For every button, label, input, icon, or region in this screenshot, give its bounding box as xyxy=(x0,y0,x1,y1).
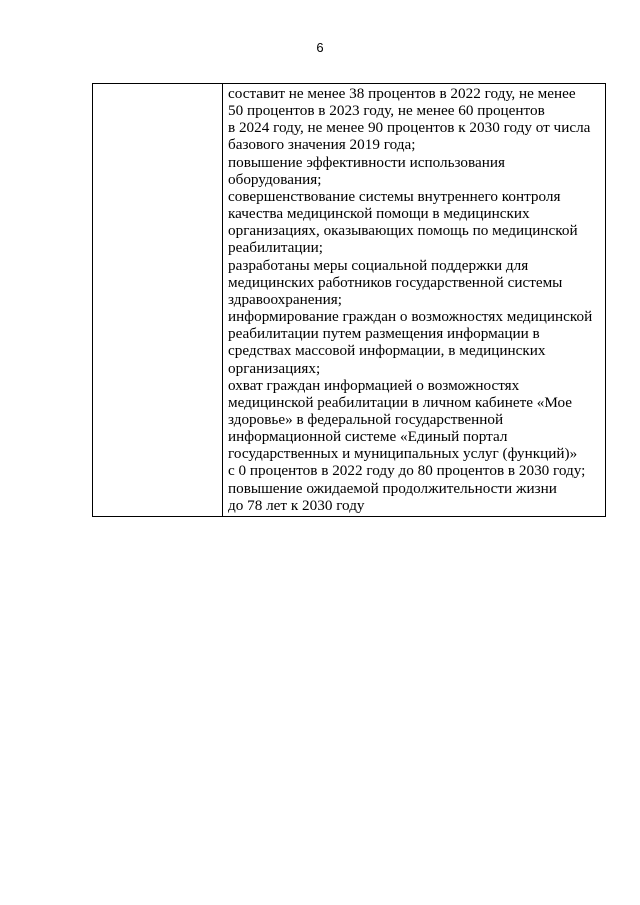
text-line: охват граждан информацией о возможностях xyxy=(228,376,520,394)
table-cell-left xyxy=(93,84,223,517)
text-line: организациях, оказывающих помощь по медицинской xyxy=(228,222,578,240)
table-row xyxy=(93,84,606,517)
content-table xyxy=(92,83,606,517)
text-line: повышение ожидаемой продолжительности жизни xyxy=(228,479,557,497)
text-line: с 0 процентов в 2022 году до 80 процентов в 2030 году; xyxy=(228,462,586,480)
table-cell-right xyxy=(223,84,606,517)
text-line: реабилитации; xyxy=(228,239,323,257)
text-line: до 78 лет к 2030 году xyxy=(228,496,365,514)
text-line: повышение эффективности использования xyxy=(228,153,505,171)
text-line: разработаны меры социальной поддержки для xyxy=(228,256,529,274)
text-line: оборудования; xyxy=(228,170,322,188)
text-line: составит не менее 38 процентов в 2022 году, не менее xyxy=(228,85,576,102)
text-line: информирование граждан о возможностях медицинской xyxy=(228,308,593,326)
text-line: реабилитации путем размещения информации в xyxy=(228,325,540,343)
text-line: медицинских работников государственной системы xyxy=(228,273,563,291)
left-cell-text xyxy=(93,84,222,87)
text-line: 50 процентов в 2023 году, не менее 60 процентов xyxy=(228,102,545,120)
text-line: государственных и муниципальных услуг (функций)» xyxy=(228,445,578,463)
text-line: в 2024 году, не менее 90 процентов к 2030 году от числа xyxy=(228,119,591,137)
text-line: здравоохранения; xyxy=(228,290,342,308)
right-cell-text xyxy=(223,84,605,516)
text-line: средствах массовой информации, в медицинских xyxy=(228,342,546,360)
text-line: медицинской реабилитации в личном кабинете «Мое xyxy=(228,393,573,411)
text-line: организациях; xyxy=(228,359,321,377)
text-line: совершенствование системы внутреннего контроля xyxy=(228,187,561,205)
text-line: информационной системе «Единый портал xyxy=(228,428,508,446)
text-line: базового значения 2019 года; xyxy=(228,136,416,154)
text-line: здоровье» в федеральной государственной xyxy=(228,410,504,428)
text-line: качества медицинской помощи в медицинских xyxy=(228,205,530,223)
page-number: 6 xyxy=(316,40,324,55)
